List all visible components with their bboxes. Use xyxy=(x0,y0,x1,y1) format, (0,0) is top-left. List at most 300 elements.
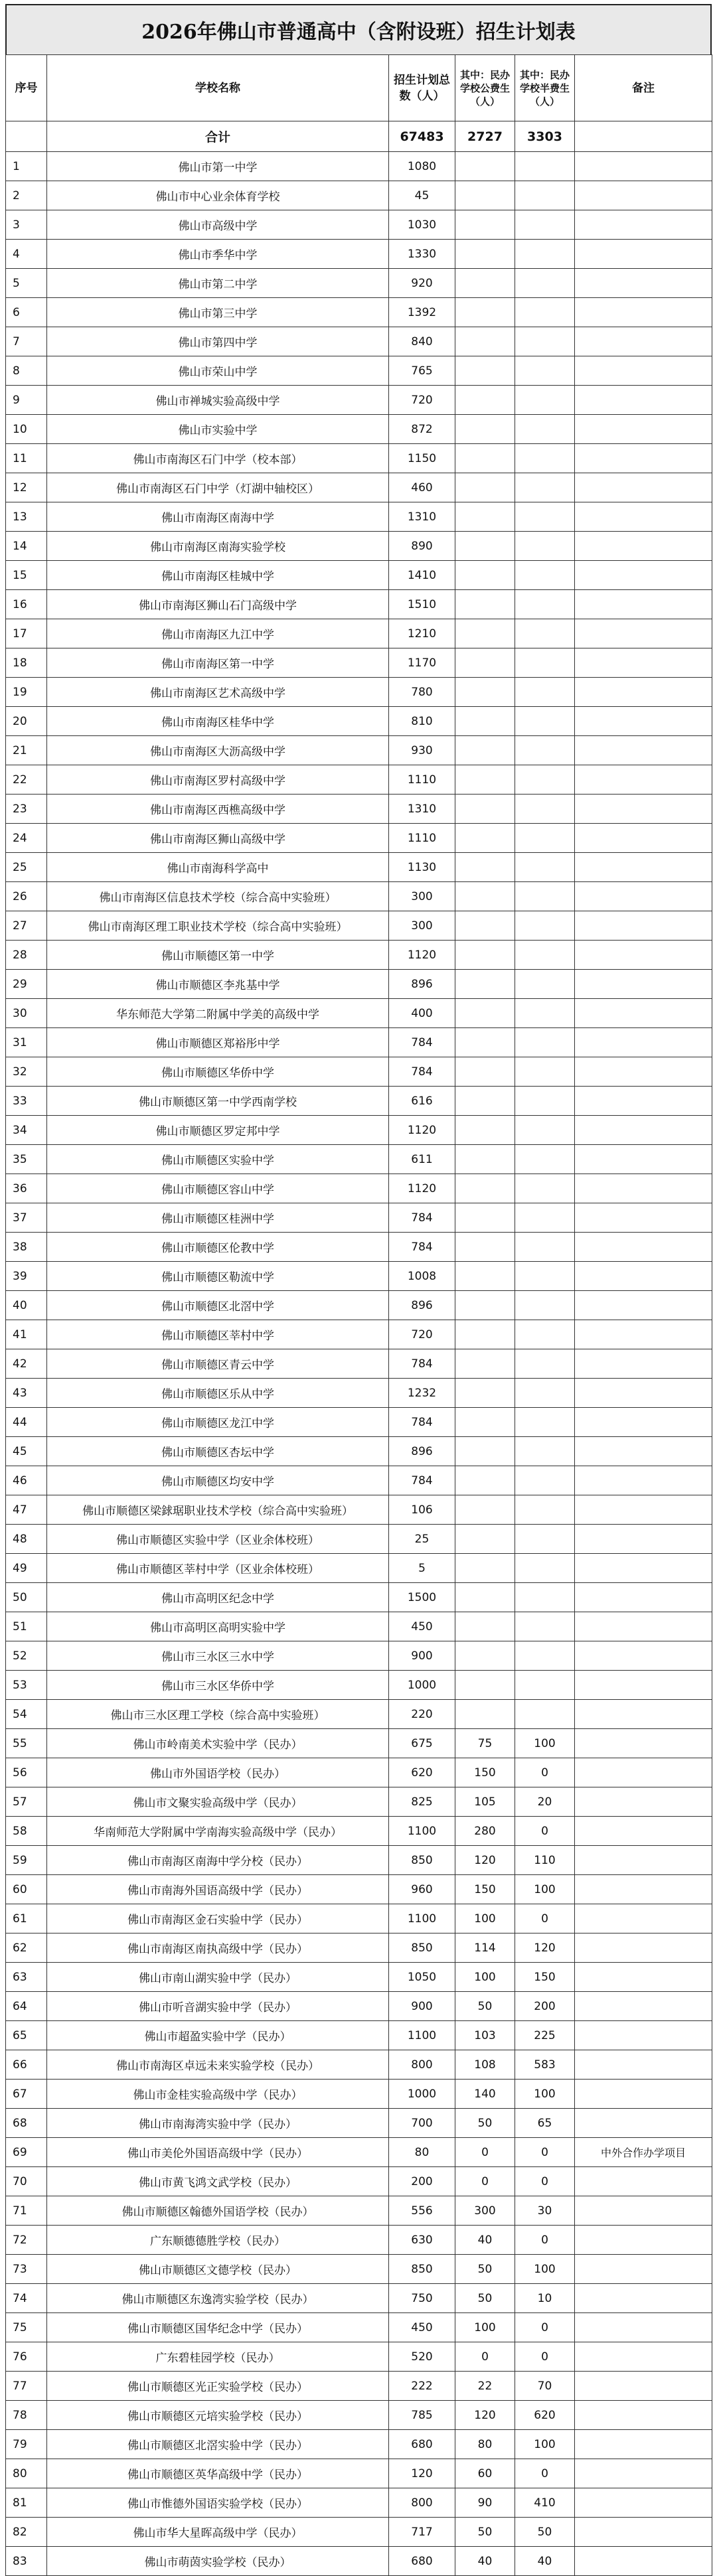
total-semi-public: 3303 xyxy=(515,121,575,152)
cell-total: 840 xyxy=(389,327,455,356)
cell-public-fee xyxy=(455,970,515,999)
cell-public-fee xyxy=(455,386,515,415)
cell-total: 630 xyxy=(389,2226,455,2255)
cell-index: 80 xyxy=(6,2459,47,2488)
cell-public-fee: 90 xyxy=(455,2488,515,2518)
cell-school-name: 佛山市超盈实验中学（民办） xyxy=(47,2021,389,2050)
cell-school-name: 佛山市三水区三水中学 xyxy=(47,1641,389,1671)
cell-semi-public: 120 xyxy=(515,1933,575,1963)
table-row xyxy=(6,2080,712,2109)
cell-public-fee xyxy=(455,1466,515,1495)
cell-public-fee: 150 xyxy=(455,1758,515,1787)
cell-public-fee xyxy=(455,911,515,941)
cell-semi-public: 0 xyxy=(515,1817,575,1846)
table-row xyxy=(6,2547,712,2576)
cell-remark xyxy=(575,1992,712,2021)
cell-total: 1330 xyxy=(389,240,455,269)
cell-public-fee: 0 xyxy=(455,2167,515,2196)
cell-remark xyxy=(575,1612,712,1641)
cell-school-name: 佛山市萌茵实验学校（民办） xyxy=(47,2547,389,2576)
cell-index: 1 xyxy=(6,152,47,181)
cell-total: 1000 xyxy=(389,2080,455,2109)
cell-semi-public xyxy=(515,1612,575,1641)
cell-semi-public xyxy=(515,1554,575,1583)
cell-index: 46 xyxy=(6,1466,47,1495)
cell-semi-public: 100 xyxy=(515,1875,575,1904)
cell-semi-public xyxy=(515,1291,575,1320)
cell-semi-public xyxy=(515,181,575,210)
cell-public-fee xyxy=(455,240,515,269)
cell-remark xyxy=(575,502,712,532)
table-row xyxy=(6,269,712,298)
cell-semi-public: 0 xyxy=(515,2167,575,2196)
cell-public-fee xyxy=(455,590,515,619)
cell-total: 1232 xyxy=(389,1379,455,1408)
table-row xyxy=(6,707,712,736)
table-row xyxy=(6,853,712,882)
cell-total: 1110 xyxy=(389,765,455,795)
cell-school-name: 佛山市顺德区李兆基中学 xyxy=(47,970,389,999)
cell-total: 900 xyxy=(389,1992,455,2021)
cell-public-fee: 40 xyxy=(455,2547,515,2576)
cell-semi-public xyxy=(515,532,575,561)
cell-total: 785 xyxy=(389,2401,455,2430)
cell-index: 71 xyxy=(6,2196,47,2226)
cell-school-name: 佛山市南海区西樵高级中学 xyxy=(47,795,389,824)
cell-index: 20 xyxy=(6,707,47,736)
cell-semi-public xyxy=(515,765,575,795)
cell-school-name: 佛山市顺德区文德学校（民办） xyxy=(47,2255,389,2284)
cell-school-name: 佛山市南海区艺术高级中学 xyxy=(47,678,389,707)
cell-semi-public xyxy=(515,1379,575,1408)
table-row xyxy=(6,1262,712,1291)
table-row xyxy=(6,590,712,619)
cell-remark xyxy=(575,2255,712,2284)
cell-index: 65 xyxy=(6,2021,47,2050)
cell-public-fee xyxy=(455,678,515,707)
cell-public-fee xyxy=(455,356,515,386)
cell-index: 16 xyxy=(6,590,47,619)
cell-remark xyxy=(575,648,712,678)
cell-index: 7 xyxy=(6,327,47,356)
total-count: 67483 xyxy=(389,121,455,152)
table-row xyxy=(6,415,712,444)
table-row xyxy=(6,356,712,386)
cell-semi-public xyxy=(515,1700,575,1729)
cell-school-name: 佛山市南海区石门中学（灯湖中轴校区） xyxy=(47,473,389,502)
cell-index: 72 xyxy=(6,2226,47,2255)
cell-semi-public xyxy=(515,1671,575,1700)
cell-public-fee xyxy=(455,707,515,736)
cell-semi-public xyxy=(515,911,575,941)
cell-total: 850 xyxy=(389,1846,455,1875)
cell-remark xyxy=(575,795,712,824)
cell-index: 24 xyxy=(6,824,47,853)
cell-remark xyxy=(575,1174,712,1203)
cell-public-fee xyxy=(455,502,515,532)
cell-total: 1000 xyxy=(389,1671,455,1700)
cell-remark xyxy=(575,181,712,210)
cell-public-fee xyxy=(455,269,515,298)
cell-total: 25 xyxy=(389,1525,455,1554)
cell-school-name: 佛山市顺德区北滘实验中学（民办） xyxy=(47,2430,389,2459)
cell-remark xyxy=(575,1379,712,1408)
cell-public-fee: 50 xyxy=(455,1992,515,2021)
cell-public-fee xyxy=(455,1700,515,1729)
cell-school-name: 佛山市南海区桂华中学 xyxy=(47,707,389,736)
enrollment-table xyxy=(5,54,712,2576)
cell-public-fee: 80 xyxy=(455,2430,515,2459)
cell-index: 62 xyxy=(6,1933,47,1963)
cell-school-name: 佛山市顺德区罗定邦中学 xyxy=(47,1116,389,1145)
cell-remark xyxy=(575,298,712,327)
cell-semi-public xyxy=(515,1145,575,1174)
header-remark: 备注 xyxy=(575,55,712,121)
cell-index: 50 xyxy=(6,1583,47,1612)
cell-remark xyxy=(575,1963,712,1992)
cell-total: 930 xyxy=(389,736,455,765)
cell-remark xyxy=(575,269,712,298)
cell-index: 64 xyxy=(6,1992,47,2021)
cell-remark xyxy=(575,1203,712,1233)
cell-total: 680 xyxy=(389,2547,455,2576)
cell-semi-public: 100 xyxy=(515,1729,575,1758)
cell-remark xyxy=(575,532,712,561)
cell-total: 784 xyxy=(389,1466,455,1495)
table-row xyxy=(6,1437,712,1466)
cell-index: 2 xyxy=(6,181,47,210)
table-row xyxy=(6,532,712,561)
cell-public-fee xyxy=(455,415,515,444)
cell-semi-public xyxy=(515,1437,575,1466)
cell-school-name: 佛山市荣山中学 xyxy=(47,356,389,386)
cell-public-fee xyxy=(455,1379,515,1408)
table-row xyxy=(6,1057,712,1087)
cell-public-fee xyxy=(455,1583,515,1612)
cell-public-fee xyxy=(455,1554,515,1583)
table-row xyxy=(6,1525,712,1554)
cell-public-fee: 50 xyxy=(455,2109,515,2138)
cell-public-fee xyxy=(455,1262,515,1291)
cell-public-fee xyxy=(455,327,515,356)
cell-public-fee: 120 xyxy=(455,2401,515,2430)
cell-semi-public: 0 xyxy=(515,1904,575,1933)
cell-index: 34 xyxy=(6,1116,47,1145)
cell-index: 33 xyxy=(6,1087,47,1116)
cell-total: 1100 xyxy=(389,1904,455,1933)
cell-total: 220 xyxy=(389,1700,455,1729)
cell-school-name: 佛山市南海区第一中学 xyxy=(47,648,389,678)
total-remark xyxy=(575,121,712,152)
cell-school-name: 佛山市南海区大沥高级中学 xyxy=(47,736,389,765)
cell-school-name: 佛山市顺德区郑裕彤中学 xyxy=(47,1028,389,1057)
table-row xyxy=(6,1174,712,1203)
table-row xyxy=(6,1612,712,1641)
header-public-fee: 其中：民办学校公费生（人） xyxy=(455,55,515,121)
cell-remark xyxy=(575,1057,712,1087)
cell-remark xyxy=(575,386,712,415)
table-row xyxy=(6,210,712,240)
cell-total: 1510 xyxy=(389,590,455,619)
cell-public-fee xyxy=(455,999,515,1028)
cell-semi-public xyxy=(515,1262,575,1291)
cell-school-name: 佛山市顺德区翰德外国语学校（民办） xyxy=(47,2196,389,2226)
table-row xyxy=(6,1087,712,1116)
cell-remark xyxy=(575,911,712,941)
cell-index: 43 xyxy=(6,1379,47,1408)
cell-total: 784 xyxy=(389,1233,455,1262)
cell-public-fee: 108 xyxy=(455,2050,515,2080)
cell-semi-public xyxy=(515,1408,575,1437)
cell-semi-public xyxy=(515,999,575,1028)
table-row xyxy=(6,911,712,941)
cell-semi-public xyxy=(515,970,575,999)
cell-school-name: 佛山市高明区纪念中学 xyxy=(47,1583,389,1612)
cell-index: 30 xyxy=(6,999,47,1028)
table-row xyxy=(6,1145,712,1174)
table-row xyxy=(6,2196,712,2226)
cell-public-fee xyxy=(455,210,515,240)
cell-total: 1080 xyxy=(389,152,455,181)
cell-school-name: 佛山市第二中学 xyxy=(47,269,389,298)
cell-index: 77 xyxy=(6,2372,47,2401)
cell-semi-public: 0 xyxy=(515,1758,575,1787)
cell-index: 3 xyxy=(6,210,47,240)
cell-index: 13 xyxy=(6,502,47,532)
cell-school-name: 佛山市南海区卓远未来实验学校（民办） xyxy=(47,2050,389,2080)
cell-total: 400 xyxy=(389,999,455,1028)
cell-total: 1150 xyxy=(389,444,455,473)
cell-public-fee: 105 xyxy=(455,1787,515,1817)
cell-remark xyxy=(575,1729,712,1758)
table-row xyxy=(6,386,712,415)
table-row xyxy=(6,1904,712,1933)
cell-public-fee xyxy=(455,1116,515,1145)
cell-public-fee xyxy=(455,1525,515,1554)
cell-public-fee xyxy=(455,619,515,648)
cell-total: 920 xyxy=(389,269,455,298)
cell-remark xyxy=(575,2342,712,2372)
table-row xyxy=(6,1671,712,1700)
cell-total: 1030 xyxy=(389,210,455,240)
cell-school-name: 佛山市文聚实验高级中学（民办） xyxy=(47,1787,389,1817)
cell-remark xyxy=(575,1758,712,1787)
table-row xyxy=(6,765,712,795)
cell-public-fee xyxy=(455,298,515,327)
cell-total: 960 xyxy=(389,1875,455,1904)
cell-school-name: 佛山市南海区南海中学分校（民办） xyxy=(47,1846,389,1875)
cell-index: 79 xyxy=(6,2430,47,2459)
cell-total: 720 xyxy=(389,386,455,415)
cell-index: 9 xyxy=(6,386,47,415)
cell-public-fee: 50 xyxy=(455,2518,515,2547)
cell-semi-public: 0 xyxy=(515,2226,575,2255)
cell-school-name: 佛山市第三中学 xyxy=(47,298,389,327)
cell-school-name: 佛山市顺德区英华高级中学（民办） xyxy=(47,2459,389,2488)
cell-remark xyxy=(575,2050,712,2080)
cell-index: 74 xyxy=(6,2284,47,2313)
cell-remark xyxy=(575,2080,712,2109)
cell-semi-public xyxy=(515,824,575,853)
cell-semi-public xyxy=(515,1203,575,1233)
cell-semi-public xyxy=(515,327,575,356)
cell-remark xyxy=(575,1349,712,1379)
cell-public-fee xyxy=(455,882,515,911)
cell-index: 26 xyxy=(6,882,47,911)
cell-school-name: 佛山市南海区罗村高级中学 xyxy=(47,765,389,795)
cell-public-fee xyxy=(455,941,515,970)
cell-remark xyxy=(575,619,712,648)
cell-school-name: 佛山市实验中学 xyxy=(47,415,389,444)
cell-school-name: 佛山市南海区狮山石门高级中学 xyxy=(47,590,389,619)
cell-school-name: 佛山市南海区石门中学（校本部） xyxy=(47,444,389,473)
cell-semi-public: 0 xyxy=(515,2342,575,2372)
table-row xyxy=(6,1028,712,1057)
cell-semi-public: 110 xyxy=(515,1846,575,1875)
cell-index: 14 xyxy=(6,532,47,561)
cell-remark xyxy=(575,1787,712,1817)
cell-total: 1050 xyxy=(389,1963,455,1992)
cell-school-name: 佛山市顺德区勒流中学 xyxy=(47,1262,389,1291)
cell-remark xyxy=(575,765,712,795)
cell-school-name: 华东师范大学第二附属中学美的高级中学 xyxy=(47,999,389,1028)
cell-remark xyxy=(575,444,712,473)
cell-public-fee xyxy=(455,152,515,181)
cell-total: 850 xyxy=(389,1933,455,1963)
table-row xyxy=(6,648,712,678)
cell-remark xyxy=(575,1583,712,1612)
cell-public-fee: 280 xyxy=(455,1817,515,1846)
cell-index: 82 xyxy=(6,2518,47,2547)
cell-total: 784 xyxy=(389,1408,455,1437)
cell-school-name: 佛山市南山湖实验中学（民办） xyxy=(47,1963,389,1992)
cell-remark xyxy=(575,240,712,269)
cell-public-fee: 60 xyxy=(455,2459,515,2488)
cell-semi-public: 70 xyxy=(515,2372,575,2401)
cell-remark xyxy=(575,2226,712,2255)
cell-index: 21 xyxy=(6,736,47,765)
cell-remark xyxy=(575,1408,712,1437)
table-row xyxy=(6,2021,712,2050)
header-total: 招生计划总数（人） xyxy=(389,55,455,121)
cell-public-fee: 75 xyxy=(455,1729,515,1758)
table-row xyxy=(6,181,712,210)
cell-semi-public: 50 xyxy=(515,2518,575,2547)
cell-semi-public xyxy=(515,1349,575,1379)
cell-total: 300 xyxy=(389,882,455,911)
table-row xyxy=(6,1700,712,1729)
table-row xyxy=(6,824,712,853)
cell-total: 1120 xyxy=(389,1174,455,1203)
cell-index: 70 xyxy=(6,2167,47,2196)
cell-total: 784 xyxy=(389,1349,455,1379)
cell-total: 896 xyxy=(389,970,455,999)
cell-semi-public xyxy=(515,269,575,298)
cell-school-name: 佛山市顺德区元培实验学校（民办） xyxy=(47,2401,389,2430)
table-row xyxy=(6,1320,712,1349)
cell-remark xyxy=(575,1495,712,1525)
table-row xyxy=(6,619,712,648)
cell-remark xyxy=(575,2284,712,2313)
cell-public-fee xyxy=(455,1087,515,1116)
cell-index: 54 xyxy=(6,1700,47,1729)
cell-school-name: 佛山市华大星晖高级中学（民办） xyxy=(47,2518,389,2547)
cell-index: 67 xyxy=(6,2080,47,2109)
cell-semi-public xyxy=(515,736,575,765)
cell-remark xyxy=(575,2372,712,2401)
cell-semi-public xyxy=(515,210,575,240)
cell-total: 800 xyxy=(389,2488,455,2518)
cell-remark xyxy=(575,1116,712,1145)
cell-public-fee xyxy=(455,1174,515,1203)
cell-index: 55 xyxy=(6,1729,47,1758)
cell-total: 680 xyxy=(389,2430,455,2459)
cell-semi-public xyxy=(515,1641,575,1671)
cell-public-fee xyxy=(455,1349,515,1379)
cell-semi-public: 30 xyxy=(515,2196,575,2226)
cell-remark xyxy=(575,1145,712,1174)
header-index: 序号 xyxy=(6,55,47,121)
cell-remark xyxy=(575,2401,712,2430)
cell-total: 700 xyxy=(389,2109,455,2138)
table-row xyxy=(6,736,712,765)
cell-total: 750 xyxy=(389,2284,455,2313)
table-row xyxy=(6,2138,712,2167)
cell-public-fee xyxy=(455,648,515,678)
cell-semi-public: 20 xyxy=(515,1787,575,1817)
cell-school-name: 佛山市顺德区国华纪念中学（民办） xyxy=(47,2313,389,2342)
cell-total: 200 xyxy=(389,2167,455,2196)
cell-public-fee xyxy=(455,473,515,502)
header-row xyxy=(6,55,712,121)
cell-school-name: 广东碧桂园学校（民办） xyxy=(47,2342,389,2372)
cell-remark xyxy=(575,853,712,882)
cell-semi-public xyxy=(515,1028,575,1057)
cell-semi-public: 65 xyxy=(515,2109,575,2138)
table-row xyxy=(6,1846,712,1875)
cell-remark xyxy=(575,1671,712,1700)
cell-total: 890 xyxy=(389,532,455,561)
cell-school-name: 华南师范大学附属中学南海实验高级中学（民办） xyxy=(47,1817,389,1846)
cell-semi-public xyxy=(515,473,575,502)
cell-index: 44 xyxy=(6,1408,47,1437)
table-row xyxy=(6,1466,712,1495)
cell-remark xyxy=(575,1817,712,1846)
cell-index: 28 xyxy=(6,941,47,970)
cell-total: 460 xyxy=(389,473,455,502)
cell-index: 27 xyxy=(6,911,47,941)
cell-semi-public xyxy=(515,795,575,824)
cell-semi-public xyxy=(515,356,575,386)
cell-public-fee xyxy=(455,561,515,590)
cell-total: 896 xyxy=(389,1291,455,1320)
table-row xyxy=(6,1641,712,1671)
cell-semi-public xyxy=(515,561,575,590)
cell-total: 675 xyxy=(389,1729,455,1758)
cell-index: 19 xyxy=(6,678,47,707)
cell-school-name: 佛山市顺德区均安中学 xyxy=(47,1466,389,1495)
cell-public-fee xyxy=(455,181,515,210)
cell-school-name: 佛山市南海科学高中 xyxy=(47,853,389,882)
cell-semi-public: 10 xyxy=(515,2284,575,2313)
cell-total: 450 xyxy=(389,2313,455,2342)
cell-remark xyxy=(575,1087,712,1116)
cell-total: 800 xyxy=(389,2050,455,2080)
cell-public-fee: 22 xyxy=(455,2372,515,2401)
cell-semi-public xyxy=(515,1087,575,1116)
cell-total: 80 xyxy=(389,2138,455,2167)
cell-school-name: 佛山市外国语学校（民办） xyxy=(47,1758,389,1787)
